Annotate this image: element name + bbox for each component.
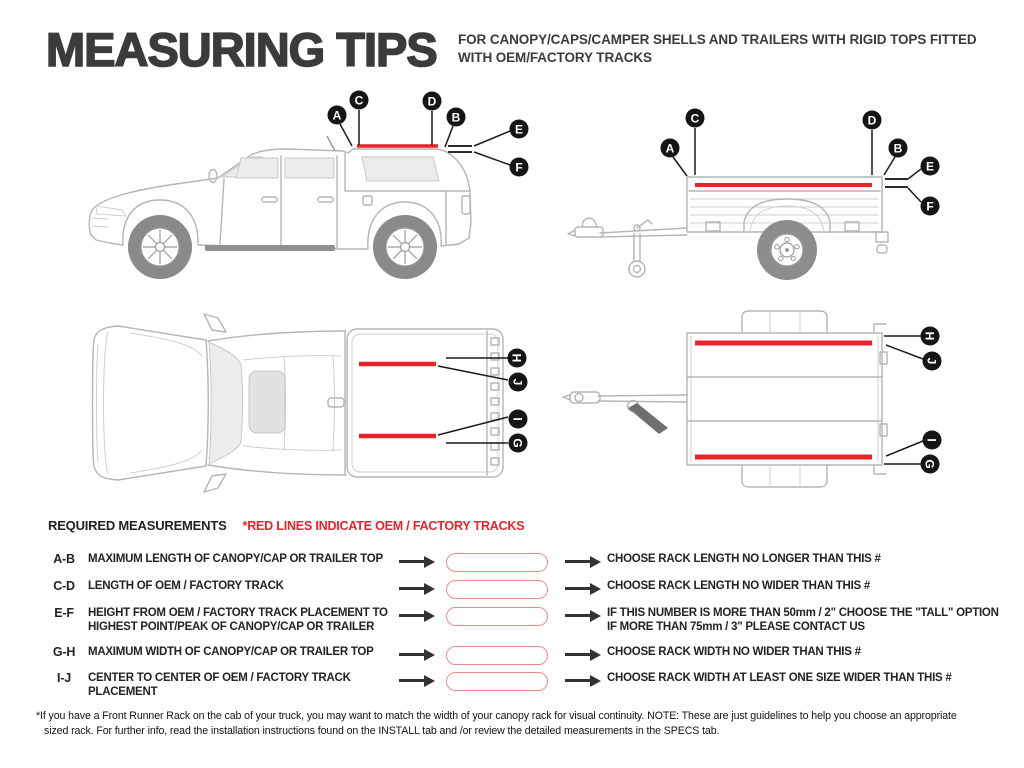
callout-f xyxy=(510,158,529,177)
vehicle-diagrams xyxy=(0,85,1024,505)
measurement-input-field[interactable] xyxy=(446,646,548,665)
measurement-row-ef xyxy=(0,606,1024,640)
measurement-id: G-H xyxy=(52,645,76,659)
measurement-description: MAXIMUM WIDTH OF CANOPY/CAP OR TRAILER TOP xyxy=(88,646,374,658)
measurement-input-field[interactable] xyxy=(446,553,548,572)
arrow-right-icon xyxy=(399,614,425,617)
footer-note xyxy=(36,709,1022,739)
callout-g xyxy=(921,455,940,474)
callout-i xyxy=(509,410,528,429)
svg-text:J: J xyxy=(924,357,939,365)
callout-f xyxy=(921,197,940,216)
arrow-right-icon xyxy=(399,560,425,563)
measurement-description: CENTER TO CENTER OF OEM / FACTORY TRACK PLACEMENT xyxy=(88,672,351,698)
callout-a xyxy=(328,106,347,125)
truck-top-view-diagram xyxy=(93,314,528,492)
measurement-input-field[interactable] xyxy=(446,672,548,691)
winch-handle xyxy=(628,403,668,434)
svg-text:A: A xyxy=(665,141,675,156)
svg-text:A: A xyxy=(332,108,342,123)
measurement-id: E-F xyxy=(54,606,74,620)
arrow-right-icon xyxy=(565,560,591,563)
callout-d xyxy=(863,111,882,130)
arrow-right-icon xyxy=(399,679,425,682)
svg-text:G: G xyxy=(922,459,937,469)
callout-h xyxy=(921,327,940,346)
rocker-panel xyxy=(205,245,335,251)
section-title: REQUIRED MEASUREMENTS xyxy=(48,518,227,533)
svg-text:H: H xyxy=(509,353,524,363)
arrow-right-icon xyxy=(399,587,425,590)
red-lines-note: *RED LINES INDICATE OEM / FACTORY TRACKS xyxy=(242,519,525,533)
measurement-id: A-B xyxy=(53,552,75,566)
measurement-result: CHOOSE RACK WIDTH AT LEAST ONE SIZE WIDER THAN THIS # xyxy=(607,672,952,684)
svg-text:C: C xyxy=(690,111,700,126)
measurements-section-header xyxy=(48,518,524,533)
trailer-wheel xyxy=(757,220,817,280)
callout-b xyxy=(447,108,466,127)
measurement-result: IF THIS NUMBER IS MORE THAN 50mm / 2" CHOOSE THE "TALL" OPTION IF MORE THAN 75mm / 3" PLEASE CONTACT US xyxy=(607,607,999,633)
footer-line-2: sized rack. For further info, read the installation instructions found on the INSTALL tab and /or review the detailed measurements in the SPECS tab. xyxy=(44,725,720,737)
measurement-result: CHOOSE RACK WIDTH NO WIDER THAN THIS # xyxy=(607,646,861,658)
factory-track-lines xyxy=(695,343,872,457)
callout-d xyxy=(423,92,442,111)
svg-text:E: E xyxy=(514,122,524,137)
measurement-id: C-D xyxy=(53,579,75,593)
truck-front-wheel xyxy=(128,215,192,279)
callouts-truck-top xyxy=(438,349,528,453)
callout-b xyxy=(889,139,908,158)
page-title: MEASURING TIPS xyxy=(46,23,437,76)
antenna xyxy=(327,136,335,151)
footer-line-1: *If you have a Front Runner Rack on the cab of your truck, you may want to match the width of your canopy rack for visual continuity. NOTE: These are just guidelines to help you choose an appropriate xyxy=(36,710,957,722)
factory-track-lines xyxy=(359,364,436,436)
arrow-right-icon xyxy=(565,653,591,656)
svg-text:I: I xyxy=(510,417,525,421)
callout-c xyxy=(686,109,705,128)
subtitle-line-1: FOR CANOPY/CAPS/CAMPER SHELLS AND TRAILERS WITH RIGID TOPS FITTED xyxy=(458,32,977,47)
svg-text:D: D xyxy=(427,94,437,109)
svg-text:E: E xyxy=(925,159,935,174)
measurement-result: CHOOSE RACK LENGTH NO WIDER THAN THIS # xyxy=(607,580,871,592)
svg-text:D: D xyxy=(867,113,877,128)
arrow-right-icon xyxy=(565,587,591,590)
sunroof xyxy=(249,371,285,433)
callout-i xyxy=(923,431,942,450)
measurement-row-ij xyxy=(0,671,1024,705)
svg-text:I: I xyxy=(924,438,939,442)
truck-rear-wheel xyxy=(373,215,437,279)
callout-e xyxy=(921,157,940,176)
callout-h xyxy=(508,349,527,368)
trailer-side-view-diagram xyxy=(568,109,940,281)
measurement-id: I-J xyxy=(57,671,71,685)
page-subtitle xyxy=(458,31,1018,67)
trailer-top-view-diagram xyxy=(563,311,942,487)
svg-text:B: B xyxy=(451,110,461,125)
svg-text:C: C xyxy=(354,93,364,108)
arrow-right-icon xyxy=(399,653,425,656)
callout-a xyxy=(661,139,680,158)
svg-text:J: J xyxy=(510,378,525,386)
truck-side-view-diagram xyxy=(89,91,528,280)
measurement-input-field[interactable] xyxy=(446,607,548,626)
callout-c xyxy=(350,91,369,110)
arrow-right-icon xyxy=(565,614,591,617)
subtitle-line-2: WITH OEM/FACTORY TRACKS xyxy=(458,50,652,65)
measurement-input-field[interactable] xyxy=(446,580,548,599)
svg-text:G: G xyxy=(510,438,525,448)
callouts-trailer-top xyxy=(884,327,942,474)
callout-j xyxy=(923,352,942,371)
measurement-description: LENGTH OF OEM / FACTORY TRACK xyxy=(88,580,284,592)
measurement-result: CHOOSE RACK LENGTH NO LONGER THAN THIS # xyxy=(607,553,881,565)
callout-e xyxy=(510,120,529,139)
svg-text:F: F xyxy=(515,160,523,175)
callout-j xyxy=(509,373,528,392)
svg-text:F: F xyxy=(926,199,934,214)
svg-text:B: B xyxy=(893,141,903,156)
callout-g xyxy=(509,434,528,453)
measurement-description: MAXIMUM LENGTH OF CANOPY/CAP OR TRAILER TOP xyxy=(88,553,383,565)
arrow-right-icon xyxy=(565,679,591,682)
svg-text:H: H xyxy=(922,331,937,341)
measurement-description: HEIGHT FROM OEM / FACTORY TRACK PLACEMENT TO HIGHEST POINT/PEAK OF CANOPY/CAP OR TRAILER xyxy=(88,607,388,633)
